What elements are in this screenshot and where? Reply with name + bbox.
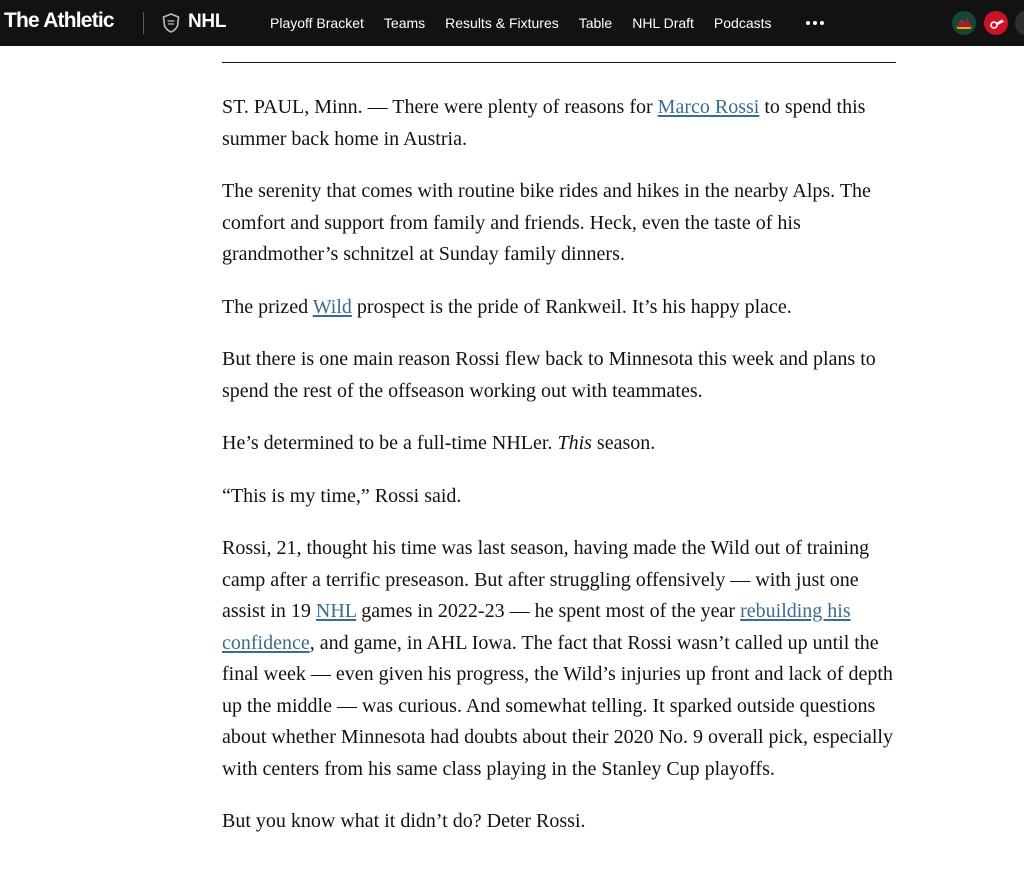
nav-item-playoff-bracket[interactable]: Playoff Bracket bbox=[270, 15, 364, 31]
nav-item-results-fixtures[interactable]: Results & Fixtures bbox=[445, 15, 559, 31]
nhl-shield-icon[interactable] bbox=[162, 13, 180, 33]
league-name[interactable]: NHL bbox=[188, 11, 227, 32]
paragraph-text: to spend this summer back home in Austria. bbox=[222, 96, 866, 150]
link-rebuilding-his-confidence[interactable]: rebuilding his confidence bbox=[222, 600, 851, 654]
brand-logo[interactable]: The Athletic bbox=[4, 9, 114, 32]
team-logo-partial-icon[interactable] bbox=[1015, 11, 1024, 35]
paragraph-text: games in 2022-23 — he spent most of the year bbox=[356, 600, 741, 622]
league-nav bbox=[260, 0, 782, 46]
paragraph-text: season. bbox=[591, 432, 656, 454]
paragraph-6: “This is my time,” Rossi said. bbox=[222, 484, 462, 507]
paragraph-5 bbox=[222, 428, 896, 460]
paragraph-4: But there is one main reason Rossi flew back to Minnesota this week and plans to spend the rest of the offseason working out with teammates. bbox=[222, 348, 876, 402]
minnesota-wild-logo-icon[interactable] bbox=[952, 11, 976, 35]
ellipsis-icon[interactable] bbox=[804, 13, 826, 33]
paragraph-text: ST. PAUL, Minn. — There were plenty of reasons for bbox=[222, 96, 658, 118]
link-wild[interactable]: Wild bbox=[312, 295, 352, 318]
link-nhl[interactable]: NHL bbox=[315, 600, 357, 622]
link-marco-rossi[interactable]: Marco Rossi bbox=[657, 96, 760, 118]
paragraph-text: prospect is the pride of Rankweil. It’s his happy place. bbox=[351, 295, 792, 318]
paragraph-text: Rossi, 21, thought his time was last season, having made the Wild out of training camp after a terrific preseason. But after struggling offensively — with just one assist in 19 bbox=[222, 537, 870, 622]
brand-divider bbox=[143, 12, 144, 34]
paragraph-8: But you know what it didn’t do? Deter Rossi. bbox=[222, 810, 586, 832]
paragraph-7 bbox=[222, 533, 896, 785]
nav-item-podcasts[interactable]: Podcasts bbox=[713, 15, 772, 31]
nav-item-table[interactable]: Table bbox=[578, 15, 613, 31]
detroit-red-wings-logo-icon[interactable] bbox=[984, 11, 1008, 35]
article-body bbox=[222, 62, 896, 859]
paragraph-text: , and game, in AHL Iowa. The fact that Rossi wasn’t called up until the final week — even given his progress, the Wild’s injuries up front and lack of depth up the middle — was curious. And somewhat telling. It sparked outside questions about whether Minnesota had doubts about their 2020 No. 9 overall pick, especially with centers from his same class playing in the Stanley Cup playoffs. bbox=[222, 631, 893, 780]
paragraph-text: He’s determined to be a full-time NHLer. bbox=[222, 432, 558, 454]
paragraph-1 bbox=[222, 92, 896, 155]
paragraph-text: The prized bbox=[222, 295, 313, 318]
nav-item-nhl-draft[interactable]: NHL Draft bbox=[632, 15, 694, 31]
nav-item-teams[interactable]: Teams bbox=[383, 15, 426, 31]
paragraph-2: The serenity that comes with routine bike rides and hikes in the nearby Alps. The comfort and support from family and friends. Heck, even the taste of his grandmother’s schnitzel at Sunday family dinners. bbox=[222, 180, 871, 265]
top-navigation-bar bbox=[0, 0, 1024, 46]
emphasis-text: This bbox=[557, 432, 592, 454]
paragraph-3 bbox=[222, 292, 896, 324]
